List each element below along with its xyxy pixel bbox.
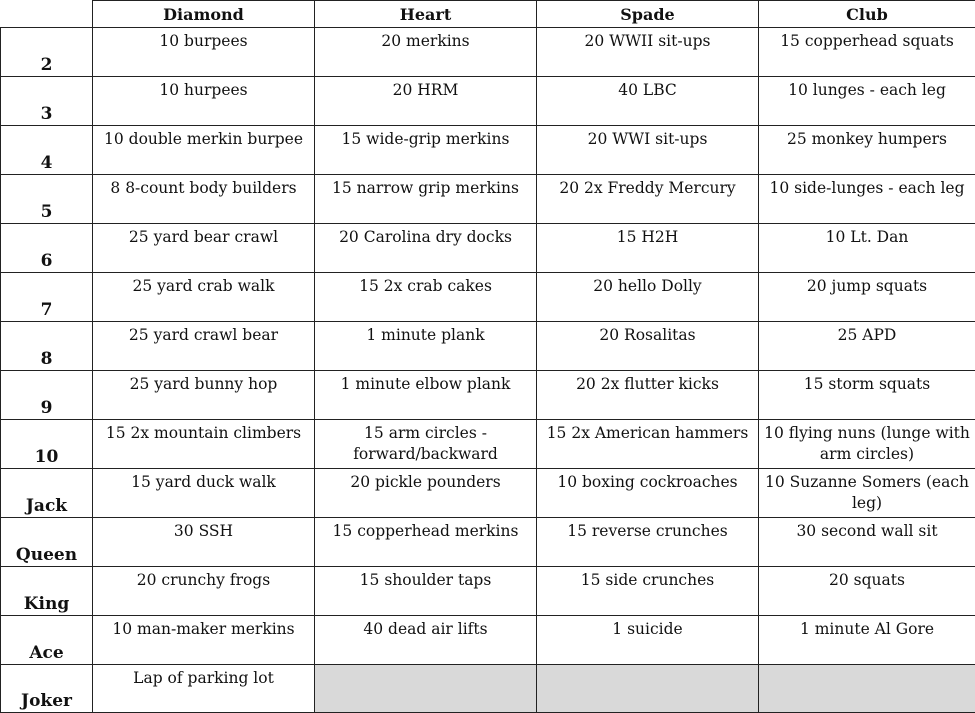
exercise-cell-club: 10 flying nuns (lunge with arm circles) <box>759 420 975 469</box>
table-row <box>1 175 975 224</box>
exercise-cell-diamond: 25 yard bear crawl <box>93 224 315 273</box>
exercise-cell-heart: 15 copperhead merkins <box>315 518 537 567</box>
exercise-cell-heart: 15 wide-grip merkins <box>315 126 537 175</box>
column-header-diamond: Diamond <box>93 1 315 28</box>
empty-cell-club <box>759 665 975 713</box>
exercise-cell-spade: 1 suicide <box>537 616 759 665</box>
row-rank: 5 <box>1 175 93 224</box>
column-header-spade: Spade <box>537 1 759 28</box>
exercise-cell-heart: 20 merkins <box>315 28 537 77</box>
exercise-cell-heart: 1 minute elbow plank <box>315 371 537 420</box>
exercise-cell-club: 15 copperhead squats <box>759 28 975 77</box>
row-rank: 10 <box>1 420 93 469</box>
row-rank: 3 <box>1 77 93 126</box>
exercise-cell-spade: 15 H2H <box>537 224 759 273</box>
row-rank: 6 <box>1 224 93 273</box>
exercise-cell-diamond: 30 SSH <box>93 518 315 567</box>
column-header-club: Club <box>759 1 975 28</box>
exercise-cell-diamond: 10 man-maker merkins <box>93 616 315 665</box>
exercise-cell-spade: 20 2x flutter kicks <box>537 371 759 420</box>
exercise-cell-spade: 10 boxing cockroaches <box>537 469 759 518</box>
exercise-cell-spade: 20 hello Dolly <box>537 273 759 322</box>
exercise-cell-diamond: 8 8-count body builders <box>93 175 315 224</box>
exercise-cell-heart: 20 HRM <box>315 77 537 126</box>
exercise-cell-spade: 20 WWII sit-ups <box>537 28 759 77</box>
row-rank: Queen <box>1 518 93 567</box>
exercise-cell-heart: 40 dead air lifts <box>315 616 537 665</box>
table-row <box>1 567 975 616</box>
exercise-cell-club: 10 Suzanne Somers (each leg) <box>759 469 975 518</box>
exercise-cell-spade: 15 side crunches <box>537 567 759 616</box>
exercise-cell-club: 10 lunges - each leg <box>759 77 975 126</box>
exercise-cell-diamond: 10 burpees <box>93 28 315 77</box>
exercise-cell-spade: 20 WWI sit-ups <box>537 126 759 175</box>
exercise-cell-club: 30 second wall sit <box>759 518 975 567</box>
table-row <box>1 126 975 175</box>
row-rank: 9 <box>1 371 93 420</box>
table-row <box>1 616 975 665</box>
row-rank: 4 <box>1 126 93 175</box>
row-rank: King <box>1 567 93 616</box>
exercise-cell-spade: 15 reverse crunches <box>537 518 759 567</box>
table-row <box>1 518 975 567</box>
table-row <box>1 28 975 77</box>
header-corner-cell <box>1 1 93 28</box>
empty-cell-spade <box>537 665 759 713</box>
row-rank: 2 <box>1 28 93 77</box>
row-rank: Jack <box>1 469 93 518</box>
row-rank: Ace <box>1 616 93 665</box>
empty-cell-heart <box>315 665 537 713</box>
exercise-cell-diamond: 25 yard crab walk <box>93 273 315 322</box>
exercise-cell-diamond: 20 crunchy frogs <box>93 567 315 616</box>
exercise-cell-club: 25 monkey humpers <box>759 126 975 175</box>
exercise-cell-club: 20 squats <box>759 567 975 616</box>
exercise-cell-club: 1 minute Al Gore <box>759 616 975 665</box>
exercise-cell-diamond: 25 yard crawl bear <box>93 322 315 371</box>
exercise-cell-diamond: 15 2x mountain climbers <box>93 420 315 469</box>
table-body <box>1 28 975 713</box>
exercise-cell-club: 10 side-lunges - each leg <box>759 175 975 224</box>
row-rank: Joker <box>1 665 93 713</box>
exercise-cell-diamond: 25 yard bunny hop <box>93 371 315 420</box>
table-row <box>1 371 975 420</box>
table-row <box>1 77 975 126</box>
table-row <box>1 224 975 273</box>
exercise-cell-heart: 20 pickle pounders <box>315 469 537 518</box>
exercise-cell-heart: 15 2x crab cakes <box>315 273 537 322</box>
table-header <box>1 1 975 28</box>
exercise-cell-club: 10 Lt. Dan <box>759 224 975 273</box>
exercise-cell-club: 20 jump squats <box>759 273 975 322</box>
exercise-cell-heart: 15 shoulder taps <box>315 567 537 616</box>
exercise-cell-heart: 15 arm circles - forward/backward <box>315 420 537 469</box>
exercise-cell-club: 15 storm squats <box>759 371 975 420</box>
exercise-cell-spade: 20 Rosalitas <box>537 322 759 371</box>
exercise-cell-heart: 20 Carolina dry docks <box>315 224 537 273</box>
header-row <box>1 1 975 28</box>
row-rank: 8 <box>1 322 93 371</box>
exercise-cell-diamond: 10 double merkin burpee <box>93 126 315 175</box>
column-header-heart: Heart <box>315 1 537 28</box>
exercise-cell-spade: 20 2x Freddy Mercury <box>537 175 759 224</box>
row-rank: 7 <box>1 273 93 322</box>
table-row <box>1 322 975 371</box>
exercise-cell-diamond: 15 yard duck walk <box>93 469 315 518</box>
exercise-cell-diamond: 10 hurpees <box>93 77 315 126</box>
exercise-cell-heart: 15 narrow grip merkins <box>315 175 537 224</box>
table-row <box>1 665 975 713</box>
table-row <box>1 469 975 518</box>
exercise-cell-diamond: Lap of parking lot <box>93 665 315 713</box>
table-row <box>1 273 975 322</box>
table-row <box>1 420 975 469</box>
exercise-cell-club: 25 APD <box>759 322 975 371</box>
exercise-cell-heart: 1 minute plank <box>315 322 537 371</box>
exercise-cell-spade: 40 LBC <box>537 77 759 126</box>
exercise-cell-spade: 15 2x American hammers <box>537 420 759 469</box>
